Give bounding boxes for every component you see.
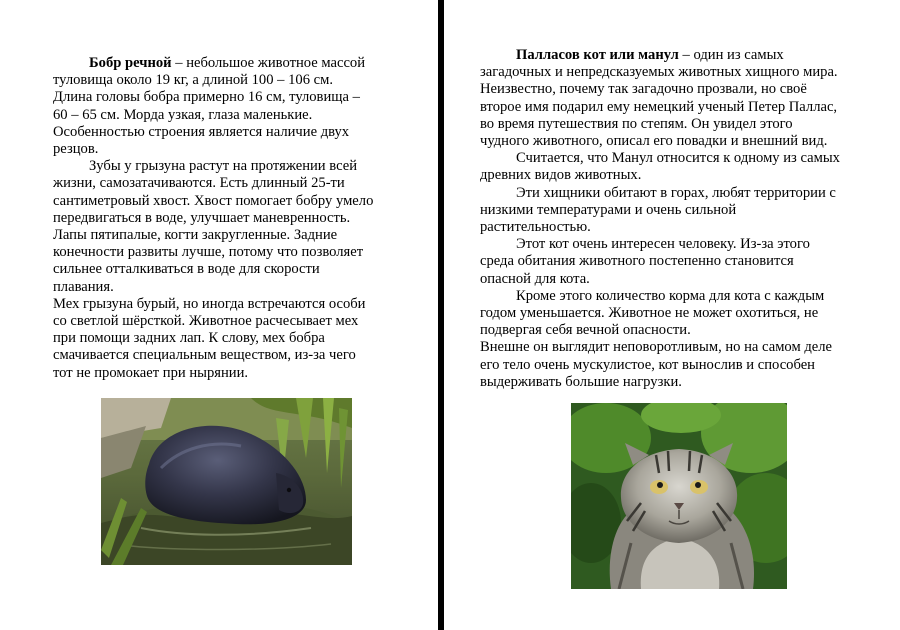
paragraph-3 (480, 185, 850, 237)
line: Неизвестно, почему так загадочно прозвали, но своё (480, 81, 807, 98)
line: Кроме этого количество корма для кота с каждым (516, 287, 825, 304)
paragraph-5 (480, 288, 850, 340)
manul-photo (571, 403, 787, 589)
left-page (0, 0, 438, 630)
paragraph-2 (480, 150, 850, 184)
paragraph-3 (53, 296, 378, 382)
line: Лапы пятипалые, когти закругленные. Задние (53, 227, 338, 244)
line: смачивается специальным веществом, из-за чего (53, 347, 356, 364)
line: Зубы у грызуна растут на протяжении всей (89, 158, 358, 175)
line: конечности развиты лучше, потому что позволяет (53, 244, 364, 261)
line: 60 – 65 см. Морда узкая, глаза маленькие. (53, 106, 313, 123)
line: передвигаться в воде, улучшает маневренность. (53, 209, 351, 226)
line: загадочных и непредсказуемых животных хищного мира. (480, 64, 838, 81)
line: среда обитания животного постепенно становится (480, 253, 794, 270)
paragraph-2 (53, 158, 378, 296)
line: Длина головы бобра примерно 16 см, туловища – (53, 89, 360, 106)
line: сильнее отталкиваться в воде для скорости (53, 261, 320, 278)
line: Внешне он выглядит неповоротливым, но на самом деле (480, 339, 832, 356)
line: туловища около 19 кг, а длиной 100 – 106 см. (53, 72, 334, 89)
line: выдерживать большие нагрузки. (480, 373, 682, 390)
right-page (444, 0, 900, 630)
line: второе имя подарил ему немецкий ученый Петер Паллас, (480, 98, 838, 115)
line: Мех грызуна бурый, но иногда встречаются особи (53, 295, 366, 312)
manul-image (571, 403, 787, 589)
line: жизни, самозатачиваются. Есть длинный 25-ти (53, 175, 345, 192)
paragraph-1 (480, 47, 850, 150)
line: Этот кот очень интересен человеку. Из-за этого (516, 236, 810, 253)
article-heading: Палласов кот или манул (516, 47, 679, 63)
line: чудного животного, описал его повадки и внешний вид. (480, 133, 828, 150)
line: тот не промокает при нырянии. (53, 364, 249, 381)
line: его тело очень мускулистое, кот вынослив и способен (480, 356, 815, 373)
paragraph-1 (53, 55, 378, 158)
beaver-article (53, 55, 378, 382)
line: во время путешествия по степям. Он увидел этого (480, 115, 793, 132)
beaver-photo (101, 398, 352, 565)
beaver-image (101, 398, 352, 565)
line: со светлой шёрсткой. Животное расчесывает мех (53, 313, 359, 330)
line: годом уменьшается. Животное не может охотиться, не (480, 305, 819, 322)
line: сантиметровый хвост. Хвост помогает бобру умело (53, 192, 374, 209)
manul-article (480, 47, 850, 391)
line: подвергая себя вечной опасности. (480, 322, 691, 339)
line: Считается, что Манул относится к одному из самых (516, 150, 840, 167)
line: Эти хищники обитают в горах, любят территории с (516, 184, 836, 201)
line: Особенностью строения является наличие двух (53, 123, 350, 140)
line: резцов. (53, 141, 99, 158)
line: плавания. (53, 278, 114, 295)
line: – один из самых (682, 47, 784, 63)
line: растительностью. (480, 219, 591, 236)
line: древних видов животных. (480, 167, 642, 184)
line: – небольшое животное массой (175, 55, 366, 71)
line: низкими температурами и очень сильной (480, 201, 737, 218)
paragraph-6 (480, 339, 850, 391)
line: при помощи задних лап. К слову, мех бобра (53, 330, 325, 347)
article-heading: Бобр речной (89, 55, 172, 71)
line: опасной для кота. (480, 270, 590, 287)
paragraph-4 (480, 236, 850, 288)
